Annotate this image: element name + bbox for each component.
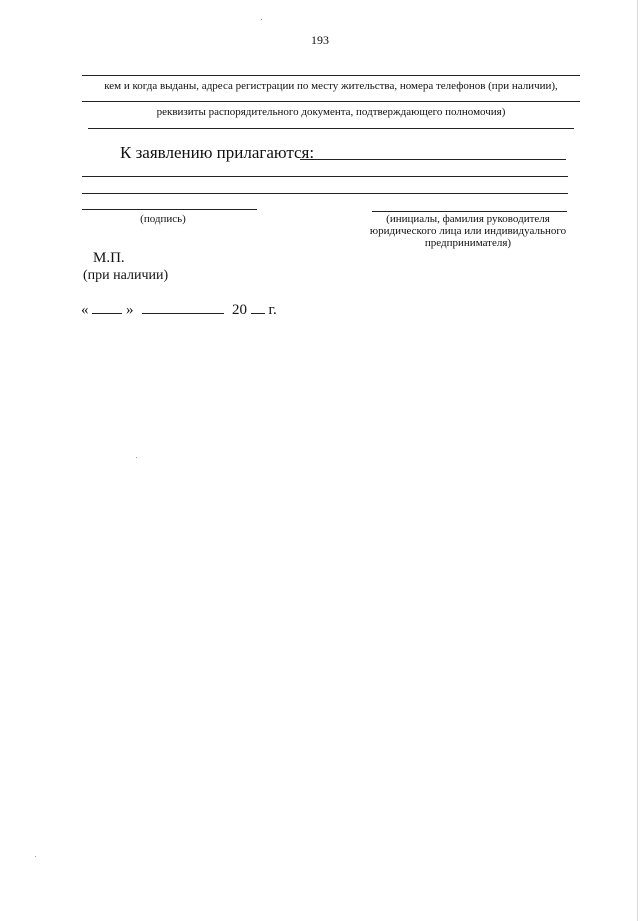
page-edge <box>637 0 638 921</box>
top-fill-line <box>82 75 580 76</box>
day-blank <box>92 303 122 314</box>
second-fill-line <box>82 101 580 102</box>
attachments-label: К заявлению прилагаются: <box>120 143 315 162</box>
scan-speck <box>136 457 137 458</box>
date-close-quote: » <box>126 302 134 318</box>
issued-by-caption: кем и когда выданы, адреса регистрации по месту жительства, номера телефонов (при наличии), <box>104 80 558 92</box>
signature-line <box>82 209 257 210</box>
stamp-note: (при наличии) <box>83 268 169 283</box>
third-fill-line <box>88 128 574 129</box>
month-blank <box>142 303 224 314</box>
year-blank <box>251 303 265 314</box>
scan-speck <box>261 19 262 20</box>
head-name-caption: (инициалы, фамилия руководителя юридического лица или индивидуального предпринимателя) <box>369 213 567 249</box>
year-prefix: 20 <box>232 302 247 318</box>
attachments-line-1 <box>82 176 568 177</box>
stamp-label: М.П. <box>93 250 125 266</box>
authority-document-caption: реквизиты распорядительного документа, подтверждающего полномочия) <box>156 106 506 118</box>
year-suffix: г. <box>268 302 277 318</box>
attachments-line-2 <box>82 193 568 194</box>
scan-speck <box>35 856 36 857</box>
date-open-quote: « <box>81 302 89 318</box>
attachments-fill-line <box>300 159 566 160</box>
page-number: 193 <box>311 33 329 47</box>
head-name-line <box>372 211 567 212</box>
signature-caption: (подпись) <box>140 213 186 225</box>
date-line <box>81 302 277 319</box>
